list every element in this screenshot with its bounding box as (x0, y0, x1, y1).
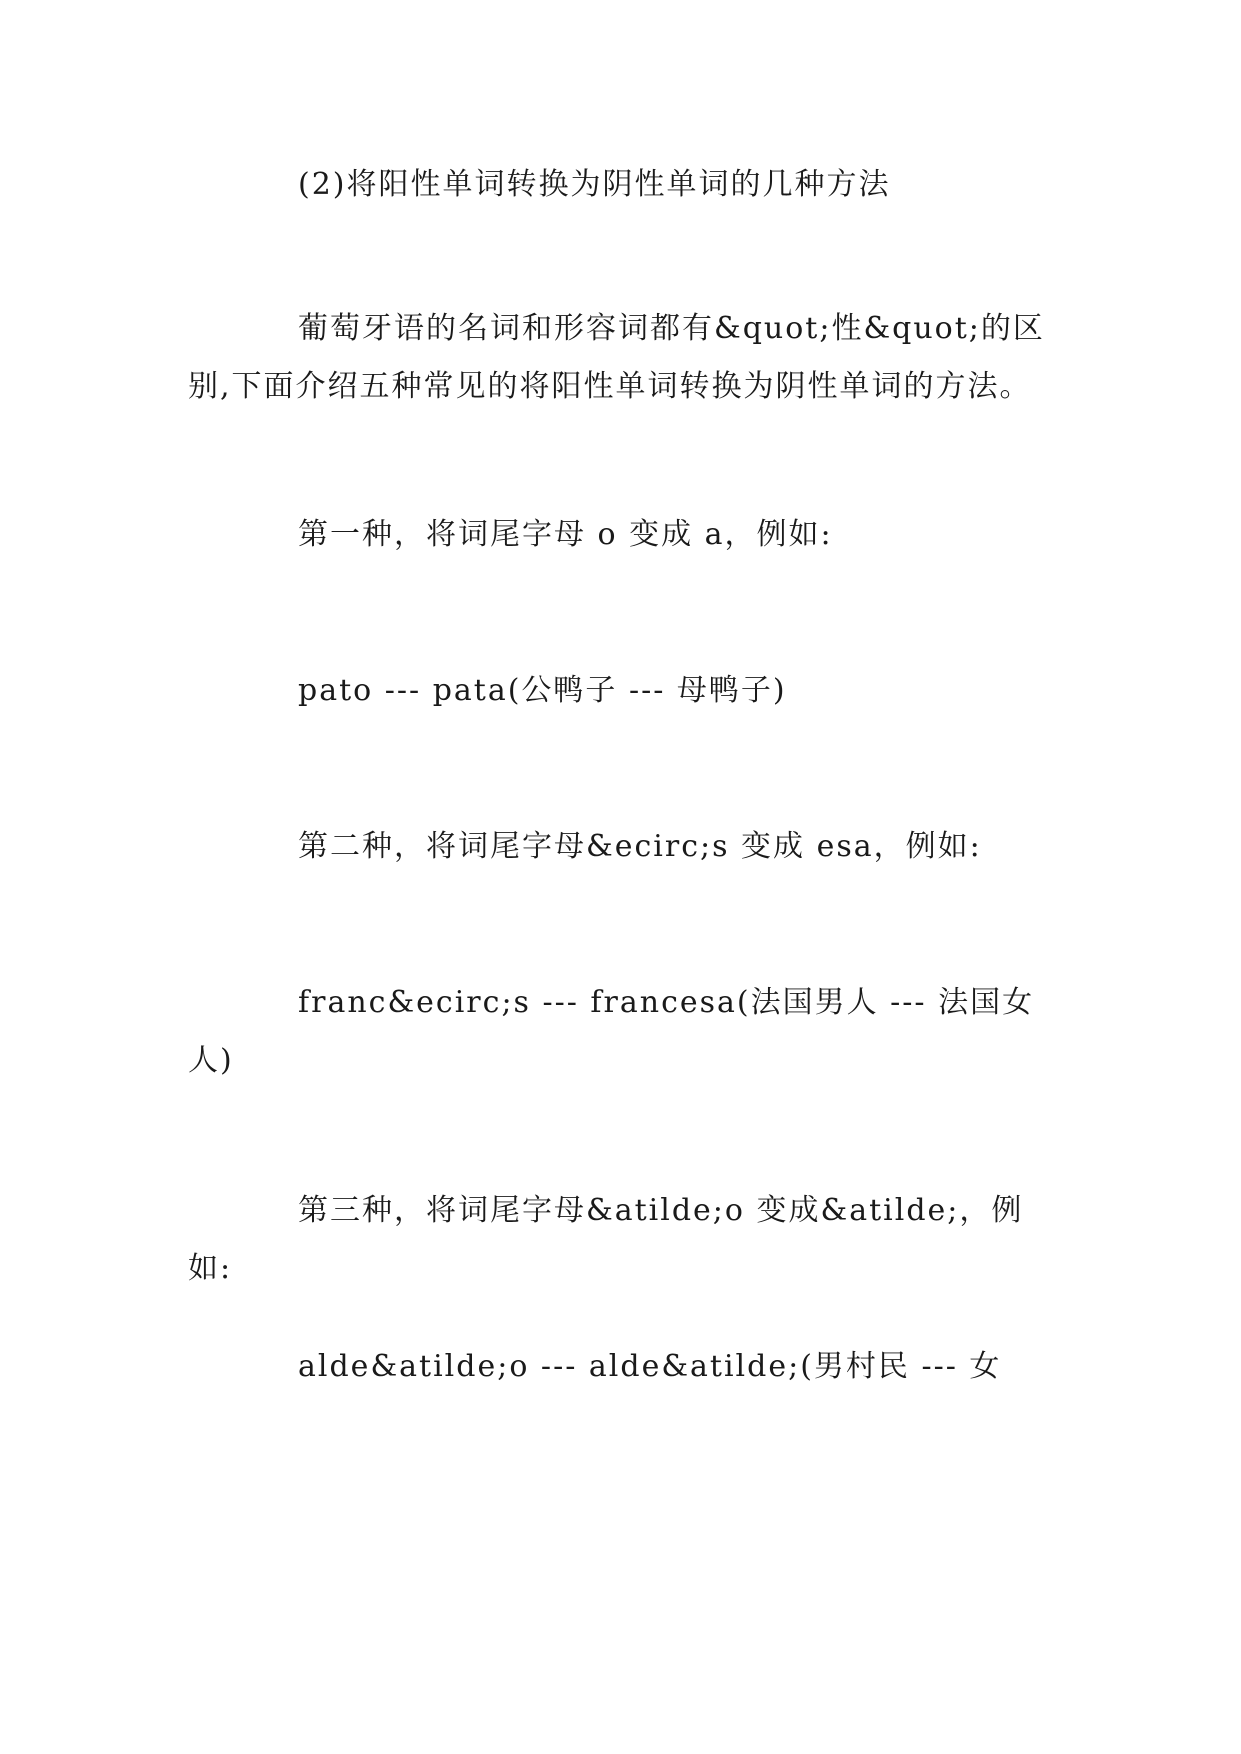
method-three-paragraph: 第三种，将词尾字母&atilde;o 变成&atilde;，例如: (188, 1193, 1024, 1286)
method-two-example: franc&ecirc;s --- francesa(法国男人 --- 法国女人) (188, 985, 1035, 1078)
method-one-paragraph: 第一种，将词尾字母 o 变成 a，例如: (298, 517, 833, 552)
method-two-paragraph: 第二种，将词尾字母&ecirc;s 变成 esa，例如: (298, 829, 982, 864)
method-one-example: pato --- pata(公鸭子 --- 母鸭子) (298, 673, 787, 708)
section-heading: (2)将阳性单词转换为阴性单词的几种方法 (298, 167, 891, 202)
intro-paragraph: 葡萄牙语的名词和形容词都有&quot;性&quot;的区别,下面介绍五种常见的将阳性单词转换为阴性单词的方法。 (188, 311, 1045, 404)
method-three-example: alde&atilde;o --- alde&atilde;(男村民 --- 女 (298, 1349, 1002, 1384)
